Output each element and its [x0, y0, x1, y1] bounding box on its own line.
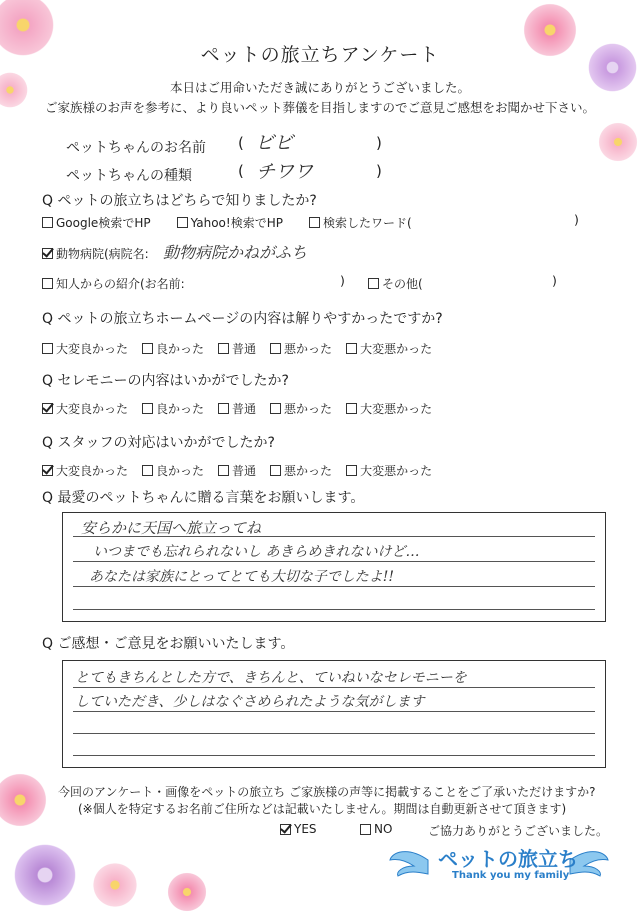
- question-feedback: Q ご感想・ご意見をお願いいたします。: [42, 636, 295, 652]
- flower-decoration-bottom: [90, 860, 140, 910]
- flower-decoration-bottom-mid: [165, 870, 209, 914]
- checkbox[interactable]: [142, 465, 153, 476]
- ceremony-option-4[interactable]: 大変悪かった: [346, 400, 432, 417]
- ceremony-option-2[interactable]: 普通: [218, 400, 256, 417]
- ceremony-option-0[interactable]: 大変良かった: [42, 400, 128, 417]
- staff-option-1[interactable]: 良かった: [142, 462, 204, 479]
- page-title: ペットの旅立ちアンケート: [200, 44, 440, 66]
- source-options-row-1: [42, 214, 412, 231]
- homepage-option-0[interactable]: 大変良かった: [42, 340, 128, 357]
- question-ceremony: Q セレモニーの内容はいかがでしたか?: [42, 373, 289, 389]
- homepage-option-3[interactable]: 悪かった: [270, 340, 332, 357]
- flower-decoration-bottom-left: [10, 840, 80, 910]
- ceremony-option-1[interactable]: 良かった: [142, 400, 204, 417]
- ceremony-option-3[interactable]: 悪かった: [270, 400, 332, 417]
- thanks-text: ご協力ありがとうございました。: [428, 824, 609, 838]
- consent-no[interactable]: NO: [360, 822, 392, 836]
- pet-type-value[interactable]: チワワ: [256, 161, 314, 183]
- checkbox-checked[interactable]: [42, 403, 53, 414]
- option-search-word[interactable]: 検索したワード(: [309, 214, 412, 231]
- pet-name-open: (: [238, 134, 244, 152]
- checkbox[interactable]: [42, 217, 53, 228]
- homepage-option-1[interactable]: 良かった: [142, 340, 204, 357]
- vet-name-value[interactable]: 動物病院かねがふち: [163, 243, 308, 262]
- intro-line-2: ご家族様のお声を参考に、より良いペット葬儀を目指しますのでご意見ご感想をお聞かせ下さい。: [44, 100, 595, 115]
- staff-option-3[interactable]: 悪かった: [270, 462, 332, 479]
- checkbox[interactable]: [42, 278, 53, 289]
- staff-options: [42, 462, 432, 479]
- checkbox[interactable]: [218, 403, 229, 414]
- consent-yes[interactable]: YES: [280, 822, 317, 836]
- feedback-line-2: していただき、少しはなぐさめられたような気がします: [75, 694, 425, 710]
- checkbox[interactable]: [270, 465, 281, 476]
- message-box[interactable]: [62, 512, 606, 622]
- pet-type-label: ペットちゃんの種類: [66, 168, 192, 184]
- feedback-box[interactable]: [62, 660, 606, 768]
- checkbox-checked[interactable]: [42, 465, 53, 476]
- flower-decoration-left-bottom: [0, 770, 50, 830]
- checkbox[interactable]: [142, 403, 153, 414]
- option-vet[interactable]: 動物病院(病院名:: [42, 245, 149, 262]
- staff-option-0[interactable]: 大変良かった: [42, 462, 128, 479]
- consent-note: (※個人を特定するお名前ご住所などは記載いたしません。期間は自動更新させて頂きます): [78, 802, 567, 816]
- checkbox[interactable]: [218, 343, 229, 354]
- homepage-option-2[interactable]: 普通: [218, 340, 256, 357]
- option-google[interactable]: Google検索でHP: [42, 214, 151, 231]
- checkbox[interactable]: [218, 465, 229, 476]
- option-other[interactable]: その他(: [368, 275, 423, 292]
- checkbox[interactable]: [360, 824, 371, 835]
- consent-question: 今回のアンケート・画像をペットの旅立ち ご家族様の声等に掲載することをご了承いただけますか?: [58, 785, 596, 799]
- logo-brand: ペットの旅立ち: [438, 847, 578, 871]
- search-word-close: ): [574, 212, 579, 227]
- acquaintance-close: ): [340, 273, 345, 288]
- other-close: ): [552, 273, 557, 288]
- question-message: Q 最愛のペットちゃんに贈る言葉をお願いします。: [42, 490, 365, 506]
- checkbox-checked[interactable]: [42, 248, 53, 259]
- checkbox-checked[interactable]: [280, 824, 291, 835]
- checkbox[interactable]: [177, 217, 188, 228]
- logo-tagline: Thank you my family: [452, 870, 570, 881]
- pet-name-close: ): [376, 134, 382, 152]
- staff-option-2[interactable]: 普通: [218, 462, 256, 479]
- checkbox[interactable]: [142, 343, 153, 354]
- message-line-3: あなたは家族にとってとても大切な子でしたよ!!: [89, 569, 394, 585]
- question-staff: Q スタッフの対応はいかがでしたか?: [42, 435, 275, 451]
- intro-line-1: 本日はご用命いただき誠にありがとうございました。: [169, 80, 470, 95]
- option-acquaintance[interactable]: 知人からの紹介(お名前:: [42, 275, 185, 292]
- checkbox[interactable]: [346, 465, 357, 476]
- message-line-1: 安らかに天国へ旅立ってね: [81, 519, 262, 537]
- pet-name-label: ペットちゃんのお名前: [66, 140, 206, 156]
- pet-name-value[interactable]: ビビ: [255, 132, 294, 154]
- homepage-option-4[interactable]: 大変悪かった: [346, 340, 432, 357]
- question-source: Q ペットの旅立ちはどちらで知りましたか?: [42, 193, 317, 209]
- question-homepage: Q ペットの旅立ちホームページの内容は解りやすかったですか?: [42, 311, 443, 327]
- ceremony-options: [42, 400, 432, 417]
- pet-type-open: (: [238, 162, 244, 180]
- staff-option-4[interactable]: 大変悪かった: [346, 462, 432, 479]
- pet-type-close: ): [376, 162, 382, 180]
- checkbox[interactable]: [42, 343, 53, 354]
- homepage-options: [42, 340, 432, 357]
- option-yahoo[interactable]: Yahoo!検索でHP: [177, 214, 283, 231]
- feedback-line-1: とてもきちんとした方で、きちんと、ていねいなセレモニーを: [75, 670, 467, 686]
- checkbox[interactable]: [270, 343, 281, 354]
- checkbox[interactable]: [346, 403, 357, 414]
- flower-decoration-right-mid: [596, 120, 640, 164]
- checkbox[interactable]: [368, 278, 379, 289]
- message-line-2: いつまでも忘れられないし あきらめきれないけど…: [93, 544, 420, 560]
- checkbox[interactable]: [270, 403, 281, 414]
- checkbox[interactable]: [309, 217, 320, 228]
- checkbox[interactable]: [346, 343, 357, 354]
